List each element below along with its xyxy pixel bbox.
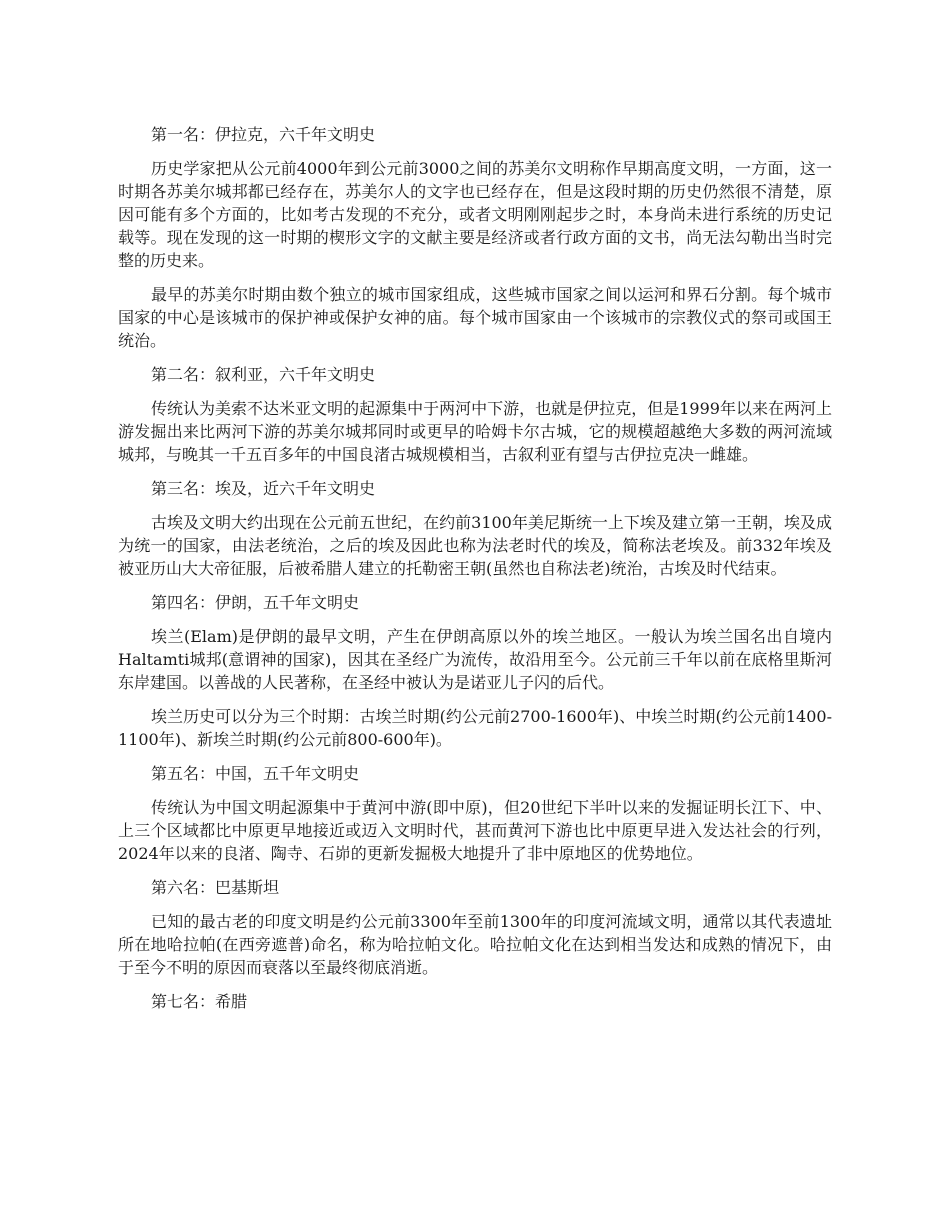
paragraph: 埃兰历史可以分为三个时期：古埃兰时期(约公元前2700-1600年)、中埃兰时期(约公元前1400-1100年)、新埃兰时期(约公元前800-600年)。: [118, 707, 832, 749]
paragraph: 古埃及文明大约出现在公元前五世纪，在约前3100年美尼斯统一上下埃及建立第一王朝，埃及成为统一的国家，由法老统治，之后的埃及因此也称为法老时代的埃及，简称法老埃及。前332年埃及被亚历山大大帝征服，后被希腊人建立的托勒密王朝(虽然也自称法老)统治，古埃及时代结束。: [118, 513, 832, 578]
paragraph: 已知的最古老的印度文明是约公元前3300年至前1300年的印度河流域文明，通常以其代表遗址所在地哈拉帕(在西旁遮普)命名，称为哈拉帕文化。哈拉帕文化在达到相当发达和成熟的情况下，由于至今不明的原因而衰落以至最终彻底消逝。: [118, 912, 832, 977]
paragraph: 传统认为美索不达米亚文明的起源集中于两河中下游，也就是伊拉克，但是1999年以来在两河上游发掘出来比两河下游的苏美尔城邦同时或更早的哈姆卡尔古城，它的规模超越绝大多数的两河流域城邦，与晚其一千五百多年的中国良渚古城规模相当，古叙利亚有望与古伊拉克决一雌雄。: [118, 399, 832, 464]
section-heading: 第一名：伊拉克，六千年文明史: [151, 125, 376, 144]
section-heading: 第二名：叙利亚，六千年文明史: [151, 365, 376, 384]
paragraph: 历史学家把从公元前4000年到公元前3000之间的苏美尔文明称作早期高度文明，一方面，这一时期各苏美尔城邦都已经存在，苏美尔人的文字也已经存在，但是这段时期的历史仍然很不清楚，原因可能有多个方面的，比如考古发现的不充分，或者文明刚刚起步之时，本身尚未进行系统的历史记载等。现在发现的这一时期的楔形文字的文献主要是经济或者行政方面的文书，尚无法勾勒出当时完整的历史来。: [118, 159, 832, 270]
paragraph: 最早的苏美尔时期由数个独立的城市国家组成，这些城市国家之间以运河和界石分割。每个城市国家的中心是该城市的保护神或保护女神的庙。每个城市国家由一个该城市的宗教仪式的祭司或国王统治。: [118, 285, 832, 350]
section-heading: 第四名：伊朗，五千年文明史: [151, 593, 360, 612]
section-heading: 第六名：巴基斯坦: [151, 878, 280, 897]
section-heading: 第七名：希腊: [151, 992, 248, 1011]
section-heading: 第三名：埃及，近六千年文明史: [151, 479, 376, 498]
paragraph: 埃兰(Elam)是伊朗的最早文明，产生在伊朗高原以外的埃兰地区。一般认为埃兰国名出自境内Haltamti城邦(意谓神的国家)，因其在圣经广为流传，故沿用至今。公元前三千年以前在底格里斯河东岸建国。以善战的人民著称，在圣经中被认为是诺亚儿子闪的后代。: [118, 627, 832, 692]
paragraph: 传统认为中国文明起源集中于黄河中游(即中原)，但20世纪下半叶以来的发掘证明长江下、中、上三个区域都比中原更早地接近或迈入文明时代，甚而黄河下游也比中原更早进入发达社会的行列，2024年以来的良渚、陶寺、石峁的更新发掘极大地提升了非中原地区的优势地位。: [118, 798, 832, 863]
section-heading: 第五名：中国，五千年文明史: [151, 764, 360, 783]
